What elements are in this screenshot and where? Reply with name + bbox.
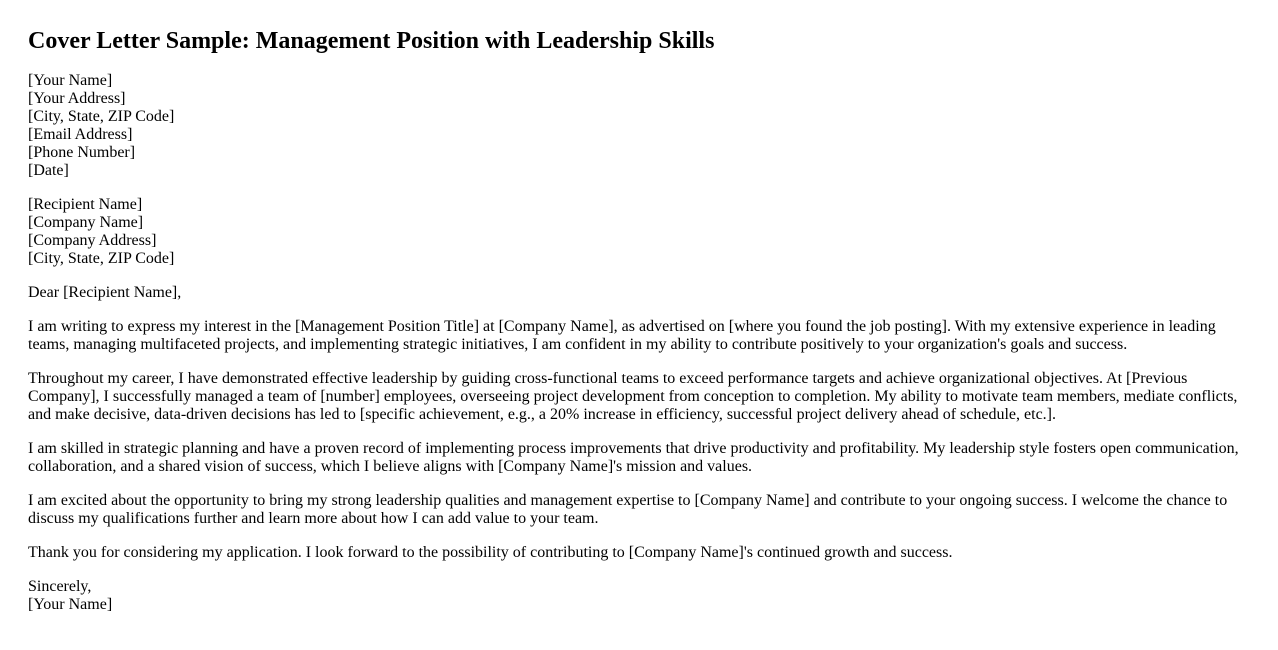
recipient-name: [Recipient Name]: [28, 196, 143, 213]
recipient-city-state-zip: [City, State, ZIP Code]: [28, 250, 175, 267]
recipient-company-address: [Company Address]: [28, 232, 157, 249]
body-paragraph-experience: Throughout my career, I have demonstrated effective leadership by guiding cross-functional teams to exceed performance targets and achieve organizational objectives. At [Previous Company], I successfully managed a team of [number] employees, overseeing project development from conception to completion. My ability to motivate team members, mediate conflicts, and make decisive, data-driven decisions has led to [specific achievement, e.g., a 20% increase in efficiency, successful project delivery ahead of schedule, etc.].: [28, 370, 1238, 423]
body-paragraph-intro: I am writing to express my interest in the [Management Position Title] at [Company Name], as advertised on [where you found the job posting]. With my extensive experience in leading teams, managing multifaceted projects, and implementing strategic initiatives, I am confident in my ability to contribute positively to your organization's goals and success.: [28, 318, 1216, 353]
recipient-address-block: [28, 196, 1250, 268]
sender-address: [Your Address]: [28, 90, 126, 107]
body-paragraph-skills: I am skilled in strategic planning and have a proven record of implementing process improvements that drive productivity and profitability. My leadership style fosters open communication, collaboration, and a shared vision of success, which I believe aligns with [Company Name]'s mission and values.: [28, 440, 1239, 475]
salutation: Dear [Recipient Name],: [28, 284, 182, 301]
body-paragraph-enthusiasm: I am excited about the opportunity to bring my strong leadership qualities and management expertise to [Company Name] and contribute to your ongoing success. I welcome the chance to discuss my qualifications further and learn more about how I can add value to your team.: [28, 492, 1228, 527]
sender-address-block: [28, 72, 1250, 180]
valediction: Sincerely,: [28, 578, 92, 595]
page-title: Cover Letter Sample: Management Position with Leadership Skills: [28, 28, 715, 54]
signature-name: [Your Name]: [28, 596, 113, 613]
sender-city-state-zip: [City, State, ZIP Code]: [28, 108, 175, 125]
body-paragraph-thanks: Thank you for considering my application. I look forward to the possibility of contributing to [Company Name]'s continued growth and success.: [28, 544, 953, 561]
letter-date: [Date]: [28, 162, 69, 179]
sender-phone: [Phone Number]: [28, 144, 136, 161]
recipient-company: [Company Name]: [28, 214, 144, 231]
sender-name: [Your Name]: [28, 72, 113, 89]
sender-email: [Email Address]: [28, 126, 133, 143]
closing-block: [28, 578, 1250, 614]
